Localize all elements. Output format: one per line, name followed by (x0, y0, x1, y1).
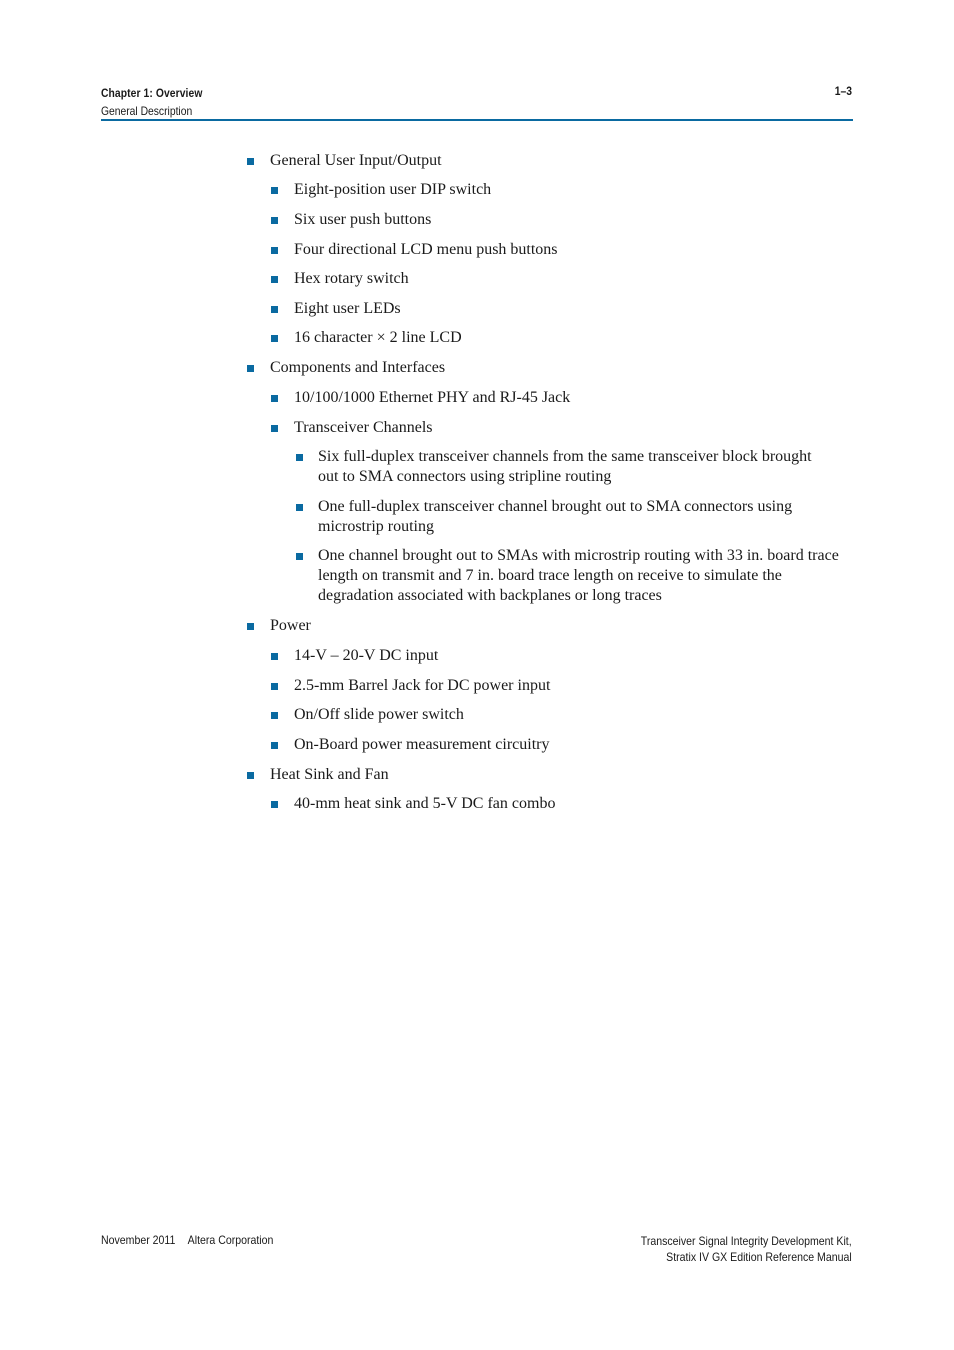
list-item-text: Power (270, 617, 311, 634)
chapter-title: Chapter 1: Overview (101, 86, 203, 100)
list-item-text: Hex rotary switch (294, 270, 409, 287)
list-item-text: Transceiver Channels (294, 419, 433, 436)
list-item-text: 14-V – 20-V DC input (294, 647, 439, 664)
bullet-icon (271, 683, 278, 690)
list-item-text: Four directional LCD menu push buttons (294, 241, 558, 258)
list-item-text: 16 character × 2 line LCD (294, 329, 462, 346)
list-item-text: Heat Sink and Fan (270, 766, 389, 783)
list-item-text: One channel brought out to SMAs with microstrip routing with 33 in. board trace length on transmit and 7 in. board trace length on receive to simulate the degradation associated with backplanes or long traces (318, 547, 839, 604)
list-item-text: Eight-position user DIP switch (294, 181, 492, 198)
bullet-icon (271, 712, 278, 719)
bullet-icon (247, 365, 254, 372)
list-item-text: General User Input/Output (270, 152, 442, 169)
list-item-text: 40-mm heat sink and 5-V DC fan combo (294, 795, 556, 812)
bullet-icon (247, 623, 254, 630)
footer-title-line1: Transceiver Signal Integrity Development Kit, (641, 1234, 852, 1248)
bullet-icon (271, 187, 278, 194)
page-number: 1–3 (834, 84, 852, 98)
bullet-icon (296, 553, 303, 560)
list-item-text: Six user push buttons (294, 211, 432, 228)
list-item-text: On-Board power measurement circuitry (294, 736, 550, 753)
footer-right (641, 1233, 852, 1265)
bullet-icon (271, 653, 278, 660)
bullet-icon (296, 454, 303, 461)
bullet-icon (271, 247, 278, 254)
footer-company: Altera Corporation (187, 1233, 274, 1247)
bullet-icon (271, 217, 278, 224)
bullet-icon (247, 772, 254, 779)
list-item-text: One full-duplex transceiver channel brought out to SMA connectors using microstrip routing (318, 498, 793, 535)
bullet-icon (271, 306, 278, 313)
list-item-text: Six full-duplex transceiver channels from the same transceiver block brought out to SMA connectors using stripline routing (318, 448, 812, 485)
list-item-text: Components and Interfaces (270, 359, 446, 376)
bullet-icon (271, 425, 278, 432)
list-item-text: 2.5-mm Barrel Jack for DC power input (294, 677, 551, 694)
section-title: General Description (101, 104, 193, 118)
bullet-icon (247, 158, 254, 165)
bullet-icon (271, 335, 278, 342)
page-header (101, 84, 852, 120)
bullet-icon (296, 504, 303, 511)
footer-left (101, 1233, 273, 1247)
footer-date: November 2011 (101, 1233, 176, 1247)
footer-title-line2: Stratix IV GX Edition Reference Manual (666, 1250, 852, 1264)
list-item-text: Eight user LEDs (294, 300, 401, 317)
bullet-icon (271, 395, 278, 402)
list-item-text: On/Off slide power switch (294, 706, 464, 723)
list-item-text: 10/100/1000 Ethernet PHY and RJ-45 Jack (294, 389, 571, 406)
bullet-icon (271, 742, 278, 749)
bullet-icon (271, 276, 278, 283)
bullet-icon (271, 801, 278, 808)
header-rule (101, 119, 853, 121)
